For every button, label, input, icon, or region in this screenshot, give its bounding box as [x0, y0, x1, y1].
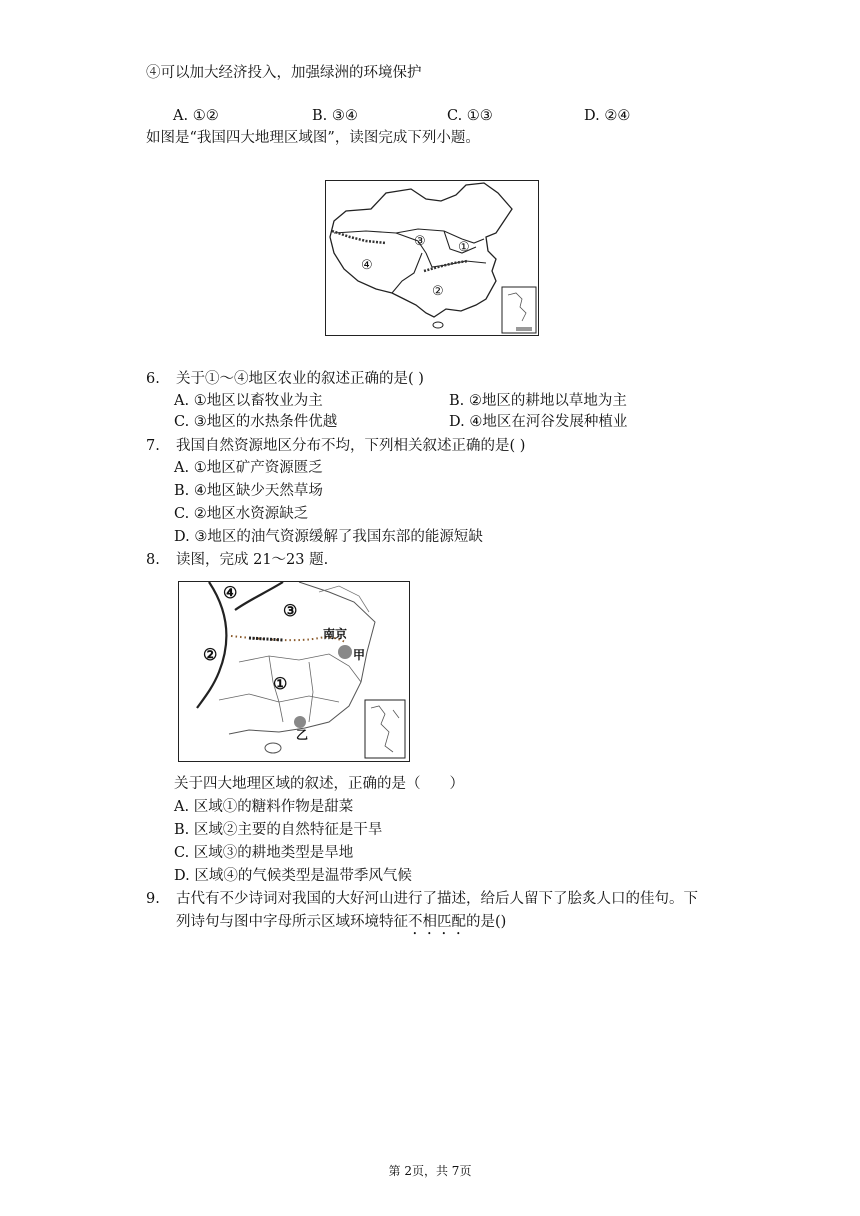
map2-label-4: ④ — [223, 583, 238, 602]
q7-option-a: A. ①地区矿产资源匮乏 — [174, 460, 323, 476]
map1-label-4: ④ — [361, 258, 373, 273]
q8-stem: 读图，完成 21～23 题. — [176, 552, 329, 568]
page-footer: 第 2页，共 7页 — [388, 1164, 472, 1178]
q7-option-b: B. ④地区缺少天然草场 — [174, 483, 323, 499]
map1-label-1: ① — [458, 240, 470, 255]
map2-label-2: ② — [203, 645, 218, 664]
statement-4: ④可以加大经济投入，加强绿洲的环境保护 — [146, 65, 422, 81]
q9-emphasis: 不相匹配 — [408, 914, 466, 930]
q7-stem: 我国自然资源地区分布不均，下列相关叙述正确的是( ) — [176, 438, 526, 454]
intro-text: 如图是“我国四大地理区域图”，读图完成下列小题。 — [146, 130, 480, 146]
q6-option-c: C. ③地区的水热条件优越 — [174, 414, 338, 430]
q9-line-1: 古代有不少诗词对我国的大好河山进行了描述，给后人留下了脍炙人口的佳句。下 — [176, 891, 698, 907]
q6-option-b: B. ②地区的耕地以草地为主 — [449, 393, 627, 409]
china-outline-figure — [326, 181, 537, 334]
regions-detail-map — [178, 581, 410, 762]
map1-label-3: ③ — [414, 234, 426, 249]
q8-option-d: D. 区域④的气候类型是温带季风气候 — [174, 868, 412, 884]
q7-number: 7. — [146, 438, 160, 454]
q8-option-c: C. 区域③的耕地类型是旱地 — [174, 845, 354, 861]
q8-option-b: B. 区域②主要的自然特征是干旱 — [174, 822, 383, 838]
q9-number: 9. — [146, 891, 160, 907]
q9-line-2-pre: 列诗句与图中字母所示区域环境特征 — [176, 914, 408, 930]
city-nanjing: 南京 — [323, 627, 348, 641]
q5-option-d: D. ②④ — [584, 108, 631, 124]
map1-label-2: ② — [432, 284, 444, 299]
q6-stem: 关于①～④地区农业的叙述正确的是( ) — [176, 371, 424, 387]
map2-label-3: ③ — [283, 601, 298, 620]
q8-option-a: A. 区域①的糖料作物是甜菜 — [174, 799, 354, 815]
q8-number: 8. — [146, 552, 160, 568]
mark-jia: 甲 — [353, 648, 366, 662]
q5-option-a: A. ①② — [173, 108, 219, 124]
q9-line-2 — [176, 912, 506, 938]
q9-line-2-post: 的是() — [466, 914, 507, 930]
q6-number: 6. — [146, 371, 160, 387]
q7-option-c: C. ②地区水资源缺乏 — [174, 506, 309, 522]
q6-option-a: A. ①地区以畜牧业为主 — [174, 393, 323, 409]
q5-option-c: C. ①③ — [447, 108, 493, 124]
q6-option-d: D. ④地区在河谷发展种植业 — [449, 414, 628, 430]
map2-label-1: ① — [273, 674, 288, 693]
mark-yi: 乙 — [296, 728, 309, 742]
china-regions-map — [325, 180, 539, 336]
q7-option-d: D. ③地区的油气资源缓解了我国东部的能源短缺 — [174, 529, 483, 545]
q8-sub-stem: 关于四大地理区域的叙述，正确的是（ ） — [174, 776, 464, 792]
q5-option-b: B. ③④ — [312, 108, 358, 124]
